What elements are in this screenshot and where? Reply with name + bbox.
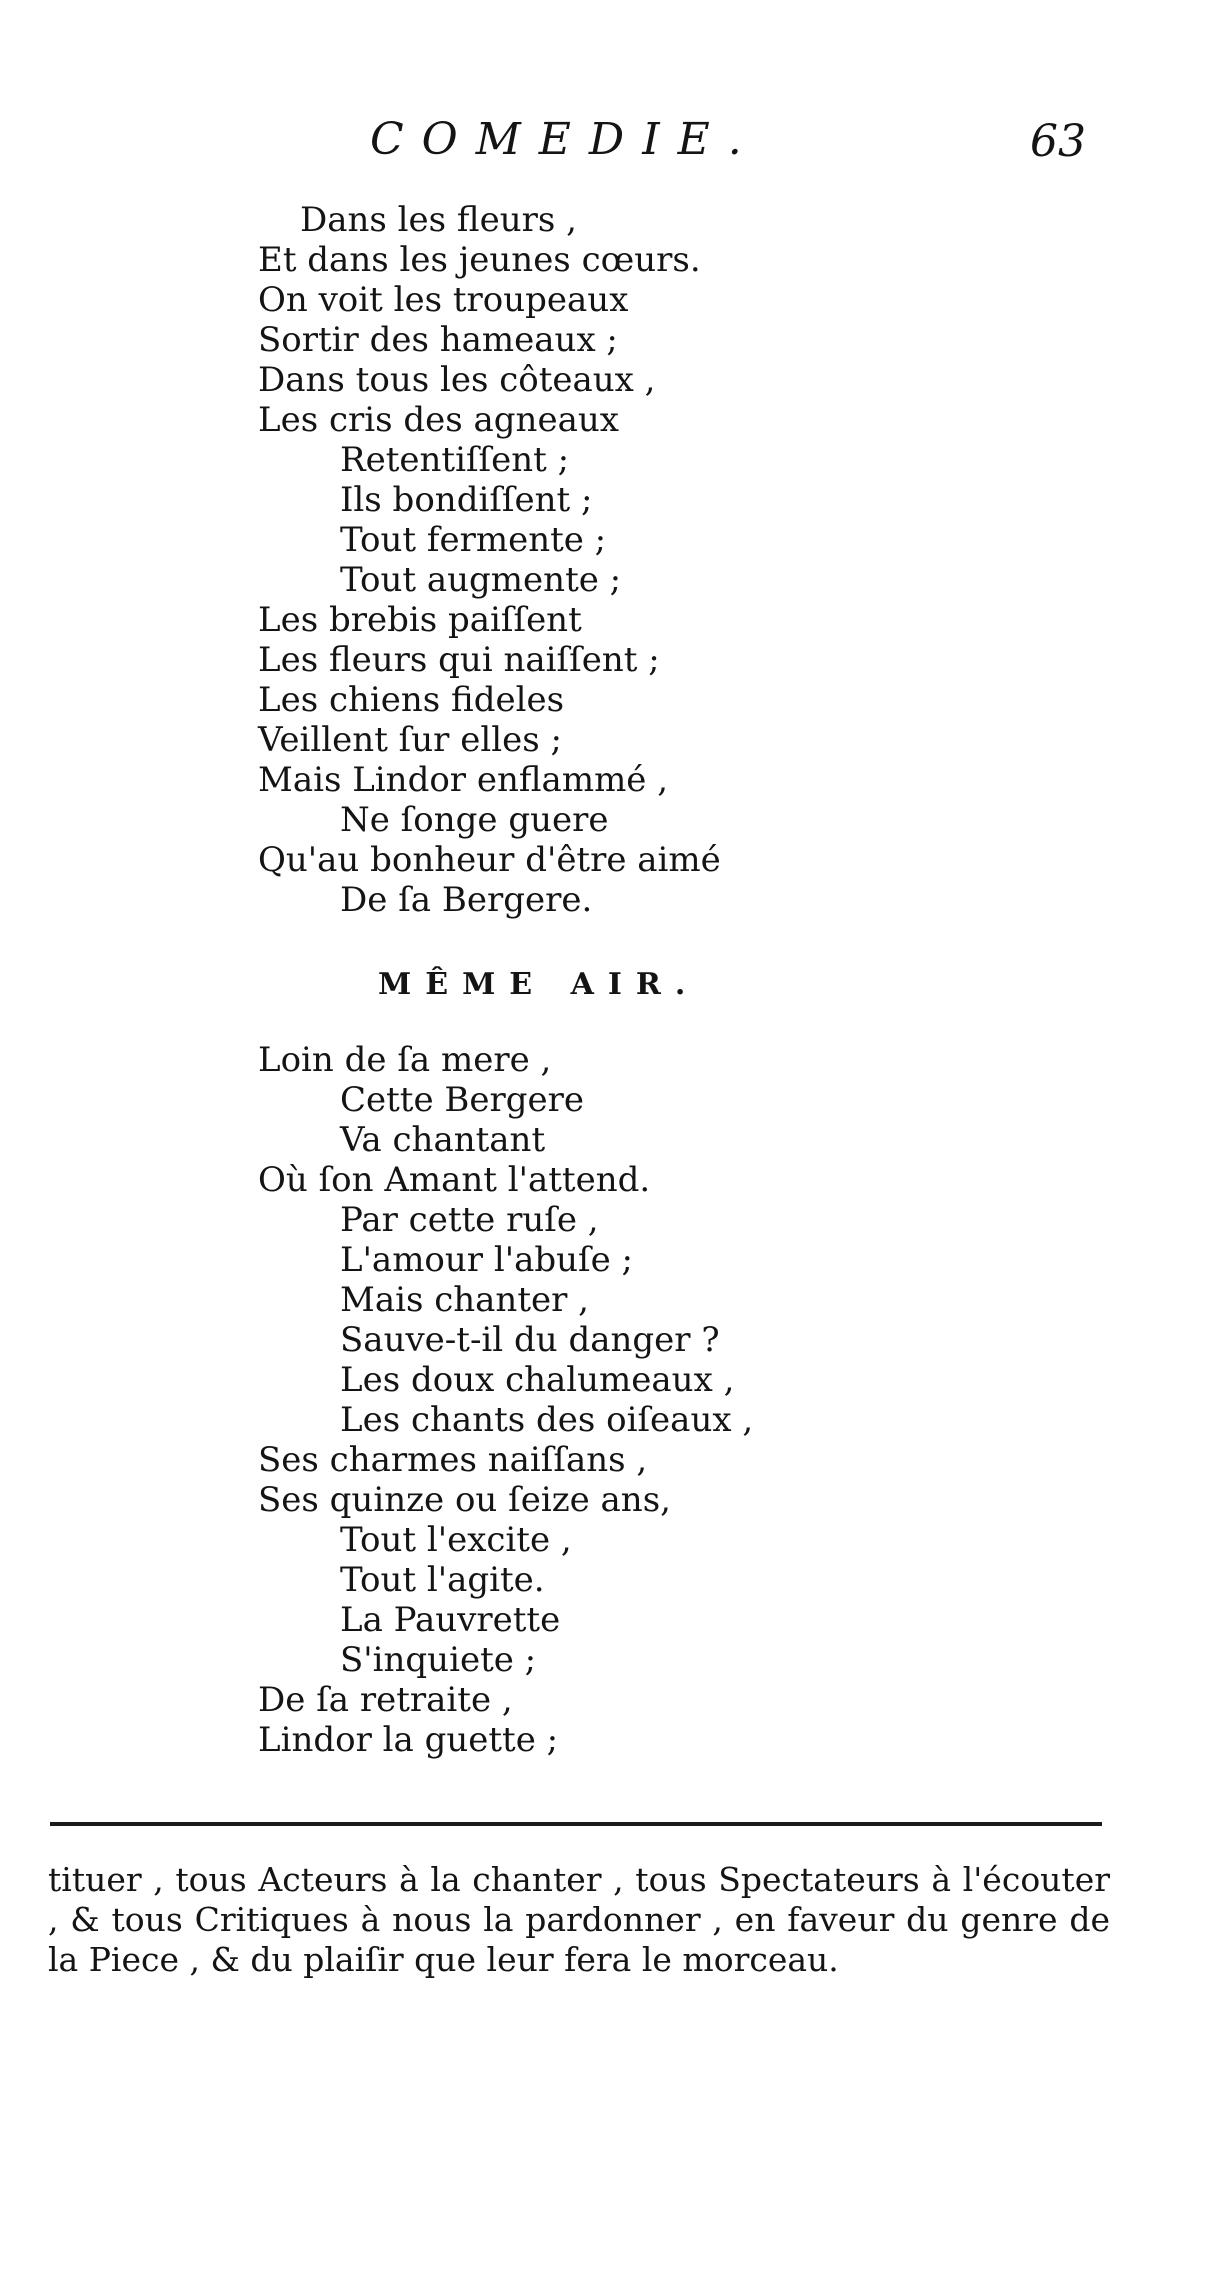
verse-line: Où ſon Amant l'attend.: [258, 1160, 651, 1200]
verse-line: Ils bondiſſent ;: [340, 480, 593, 520]
verse-line: Loin de ſa mere ,: [258, 1040, 552, 1080]
verse-line: De ſa retraite ,: [258, 1680, 513, 1720]
verse-line: Et dans les jeunes cœurs.: [258, 240, 701, 280]
verse-line: Va chantant: [340, 1120, 546, 1160]
verse-line: Par cette ruſe ,: [340, 1200, 599, 1240]
verse-line: On voit les troupeaux: [258, 280, 629, 320]
verse-line: S'inquiete ;: [340, 1640, 537, 1680]
verse-line: Dans les fleurs ,: [300, 200, 577, 240]
verse-line: Cette Bergere: [340, 1080, 585, 1120]
running-header-title: COMEDIE.: [370, 114, 760, 165]
footnote-text: tituer , tous Acteurs à la chanter , tous Spectateurs à l'écouter , & tous Critiques à nous la pardonner , en faveur du genre de la Piece , & du plaiſir que leur fera le morceau.: [48, 1860, 1110, 1979]
page-number: 63: [1030, 116, 1086, 167]
section-heading: MÊME AIR.: [378, 967, 700, 1002]
verse-line: Mais Lindor enflammé ,: [258, 760, 669, 800]
footnote-divider: [50, 1822, 1102, 1826]
verse-line: Ses charmes naiſſans ,: [258, 1440, 648, 1480]
verse-line: L'amour l'abuſe ;: [340, 1240, 633, 1280]
verse-line: Les doux chalumeaux ,: [340, 1360, 735, 1400]
verse-line: Dans tous les côteaux ,: [258, 360, 656, 400]
verse-line: Tout l'excite ,: [340, 1520, 572, 1560]
verse-line: Les fleurs qui naiſſent ;: [258, 640, 660, 680]
verse-line: La Pauvrette: [340, 1600, 561, 1640]
verse-line: Les chiens fideles: [258, 680, 565, 720]
verse-line: Ses quinze ou ſeize ans,: [258, 1480, 671, 1520]
verse-line: Retentiſſent ;: [340, 440, 570, 480]
verse-line: Sauve-t-il du danger ?: [340, 1320, 720, 1360]
verse-line: Veillent ſur elles ;: [258, 720, 562, 760]
verse-line: Tout fermente ;: [340, 520, 607, 560]
verse-line: Lindor la guette ;: [258, 1720, 559, 1760]
verse-line: Sortir des hameaux ;: [258, 320, 618, 360]
verse-line: Les brebis paiſſent: [258, 600, 582, 640]
verse-line: Tout augmente ;: [340, 560, 622, 600]
verse-line: De ſa Bergere.: [340, 880, 593, 920]
verse-line: Tout l'agite.: [340, 1560, 545, 1600]
verse-line: Qu'au bonheur d'être aimé: [258, 840, 721, 880]
verse-line: Les chants des oiſeaux ,: [340, 1400, 754, 1440]
verse-line: Mais chanter ,: [340, 1280, 589, 1320]
verse-line: Les cris des agneaux: [258, 400, 619, 440]
verse-line: Ne ſonge guere: [340, 800, 609, 840]
